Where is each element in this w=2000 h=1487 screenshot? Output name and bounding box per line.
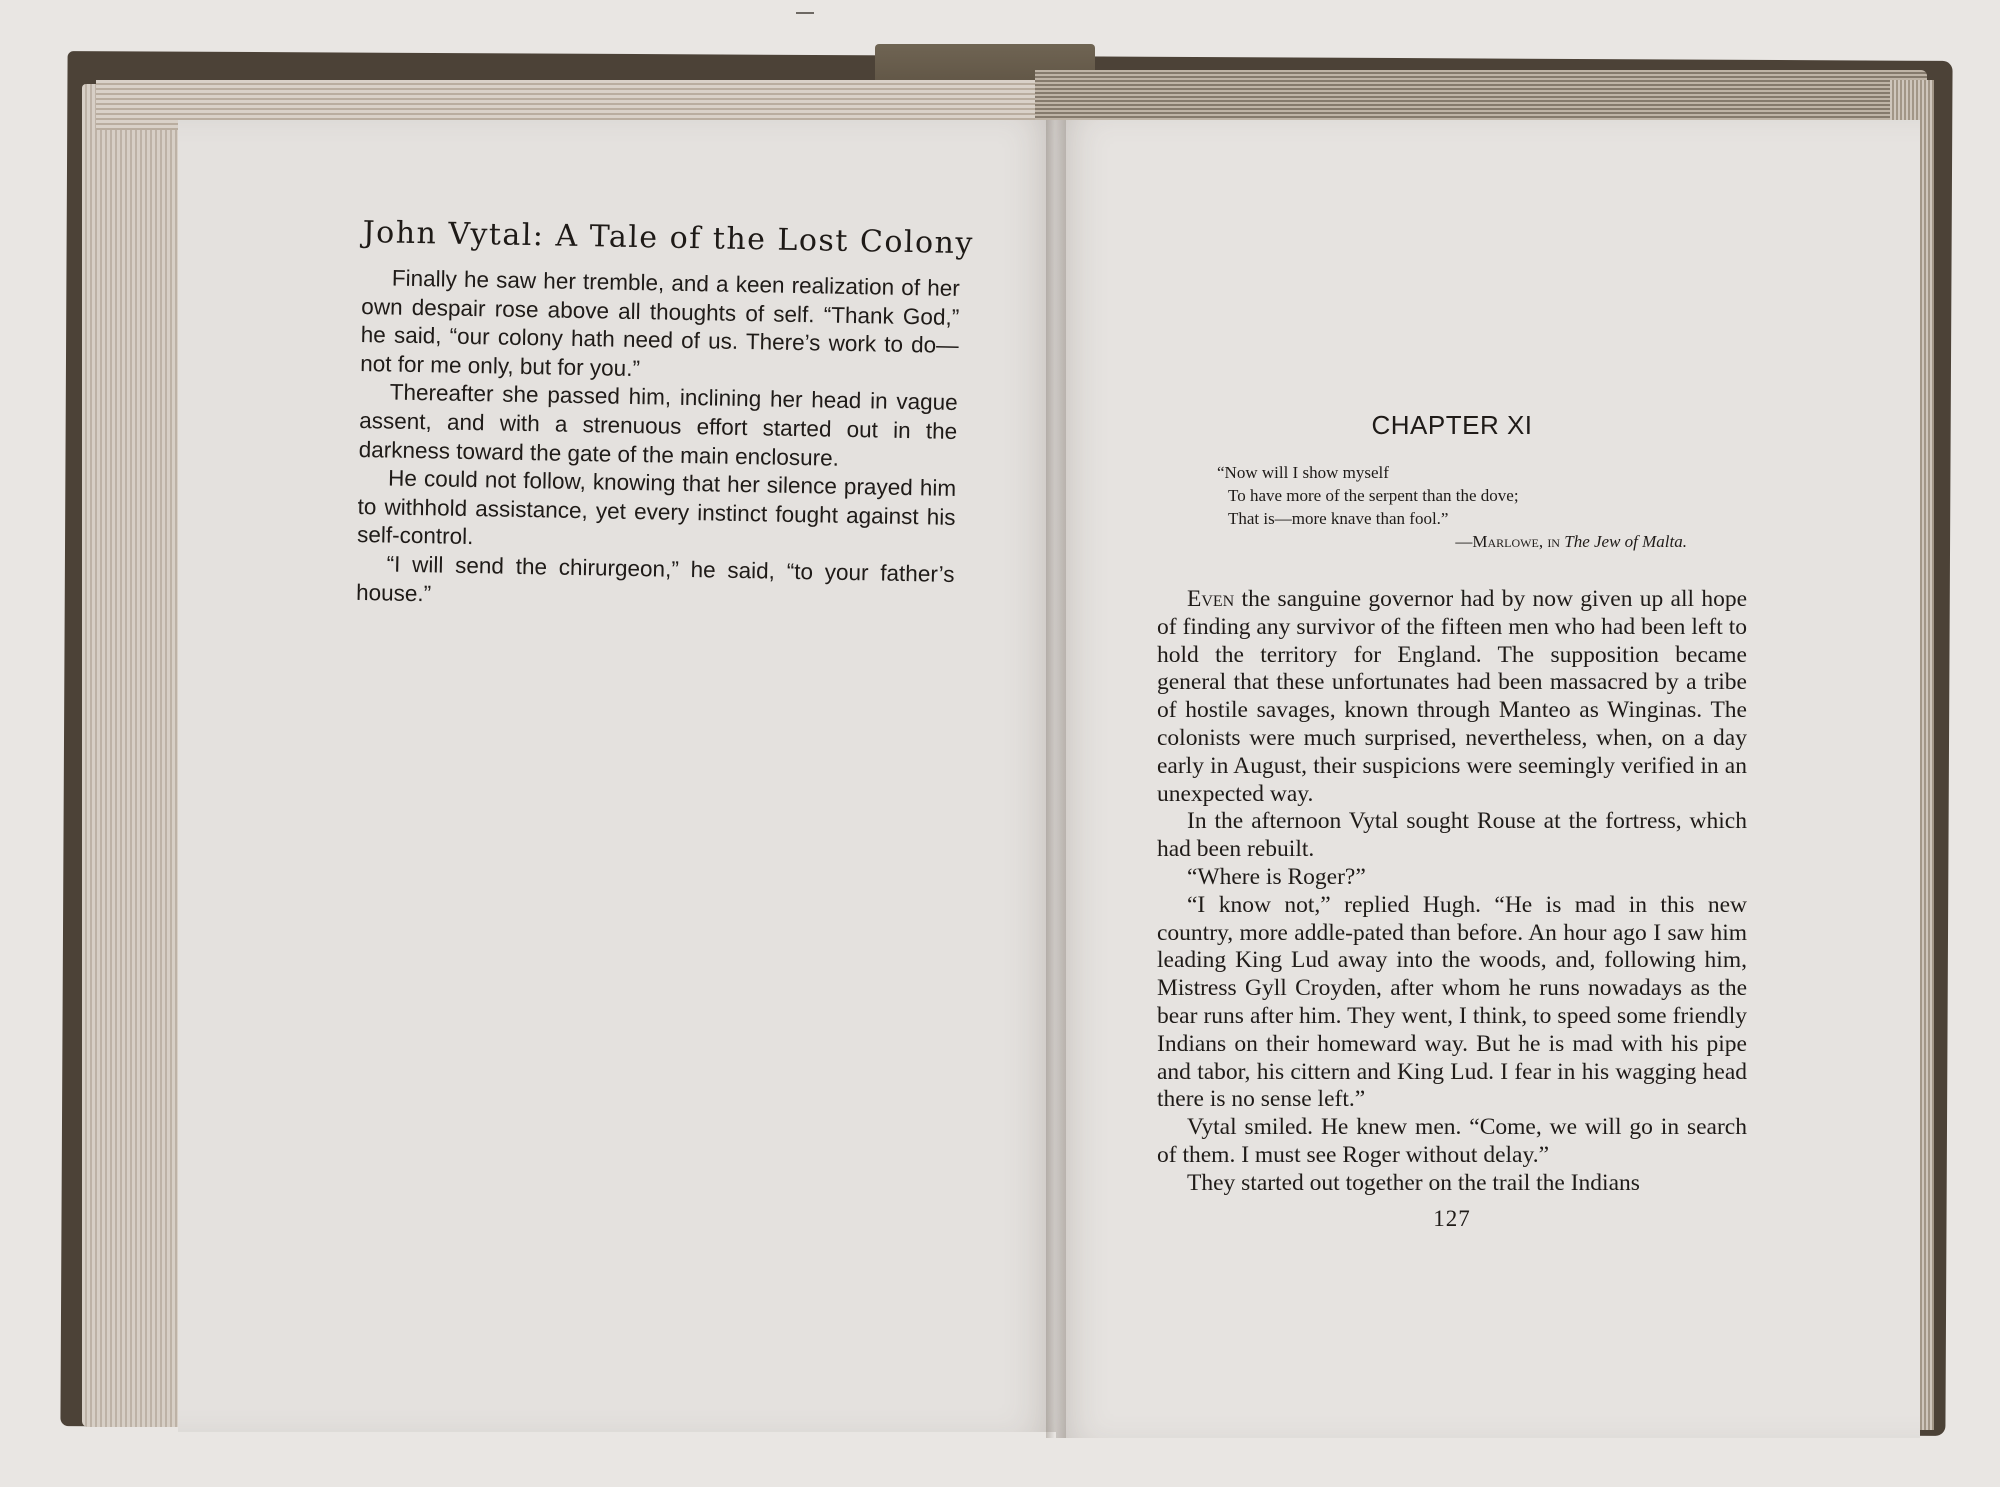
epigraph-author: —Marlowe, in [1455,532,1565,551]
epigraph-line: That is—more knave than fool.” [1228,509,1449,528]
paragraph: They started out together on the trail the Indians [1187,1169,1640,1196]
paragraph: In the afternoon Vytal sought Rouse at the fortress, which had been rebuilt. [1157,808,1747,863]
stray-mark [796,12,814,14]
epigraph-work: The Jew of Malta. [1564,532,1687,551]
left-page-text [355,215,975,618]
epigraph-line: “Now will I show myself [1217,463,1389,482]
running-head: John Vytal: A Tale of the Lost Colony [362,215,975,262]
epigraph-line: To have more of the serpent than the dove; [1228,486,1519,505]
paragraph: “I know not,” replied Hugh. “He is mad in this new country, more addle-pated than before. An hour ago I saw him leading King Lud away into the woods, and, following him, Mistress Gyll Croyden, after whom he runs nowadays as the bear runs after him. They went, I think, to speed some friendly Indians on their homeward way. But he is mad with his pipe and tabor, his cittern and King Lud. I fear in his wagging head there is no sense left.” [1157,891,1747,1113]
right-page-body [1157,586,1747,1198]
paragraph: “I will send the chirurgeon,” he said, “to your father’s house.” [355,551,955,606]
book-gutter [1046,120,1066,1438]
epigraph [1217,461,1687,553]
paragraph: “Where is Roger?” [1187,863,1366,890]
page-number: 127 [1433,1205,1471,1231]
opening-paragraph [1157,586,1747,808]
paragraph: Thereafter she passed him, inclining her head in vague assent, and with a strenuous effort started out in the darkness toward the gate of the main enclosure. [358,379,958,471]
paragraph: Finally he saw her tremble, and a keen realization of her own despair rose above all thoughts of self. “Thank God,” he said, “our colony hath need of us. There’s work to do—not for me only, but for you.” [360,265,960,381]
paragraph: He could not follow, knowing that her silence prayed him to withhold assistance, yet every instinct fought against his self-control. [356,465,957,550]
first-word: Even [1187,586,1235,612]
right-page-text [1157,404,1747,1232]
left-page-body [356,264,960,618]
opening-paragraph-text: the sanguine governor had by now given up all hope of finding any survivor of the fifteen men who had been left to hold the territory for England. The supposition became general that these unfortunates had been massacred by a tribe of hostile savages, known through Manteo as Winginas. The colonists were much surprised, nevertheless, when, on a day early in August, their suspicions were seemingly verified in an unexpected way. [1157,586,1747,807]
chapter-title: CHAPTER XI [1371,410,1533,440]
epigraph-attribution [1217,530,1687,553]
paragraph: Vytal smiled. He knew men. “Come, we will go in search of them. I must see Roger without delay.” [1157,1114,1747,1168]
